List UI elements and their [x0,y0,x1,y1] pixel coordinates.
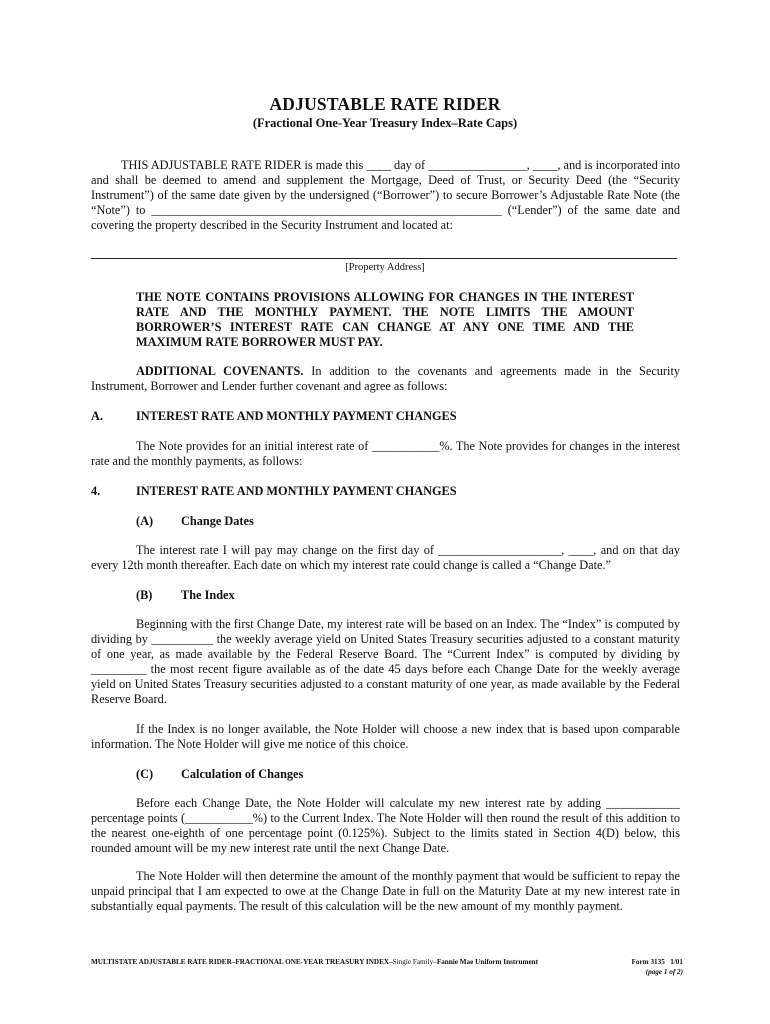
sub-c-text-2: The Note Holder will then determine the amount of the monthly payment that would be sufficient to repay the unpaid principal that I am expected to owe at the Change Date in full on the Maturity Date at my new interest rate in substantially equal payments. The result of this calculation will be the new amount of my monthly payment. [91,869,680,913]
property-address-label: [Property Address] [345,262,425,273]
sub-c-letter: (C) [136,767,154,781]
section-4-heading: INTEREST RATE AND MONTHLY PAYMENT CHANGES [136,484,457,498]
sub-b-text-2: If the Index is no longer available, the Note Holder will choose a new index that is based upon comparable information. The Note Holder will give me notice of this choice. [91,722,680,751]
footer-title-normal: Single Family– [392,958,437,966]
sub-a-paragraph [91,543,680,573]
intro-text: THIS ADJUSTABLE RATE RIDER is made this ____ day of ________________, ____, and is incorporated into and shall be deemed to amend and supplement the Mortgage, Deed of Trust, or Security Deed (the “Security Instrument”) of the same date given by the undersigned (“Borrower”) to secure Borrower’s Adjustable Rate Note (the “Note”) to _________________________________________________________ (“Lender”) of the same date and covering the property described in the Security Instrument and located at: [91,158,680,232]
caps-notice: THE NOTE CONTAINS PROVISIONS ALLOWING FOR CHANGES IN THE INTEREST RATE AND THE MONTHLY PAYMENT. THE NOTE LIMITS THE AMOUNT BORROWER’S INTEREST RATE CAN CHANGE AT ANY ONE TIME AND THE MAXIMUM RATE BORROWER MUST PAY. [136,290,634,349]
sub-c-heading: Calculation of Changes [181,767,304,781]
sub-c-paragraph-2 [91,869,680,914]
sub-b-letter: (B) [136,588,153,602]
footer-page-number: (page 1 of 2) [645,968,683,976]
covenants-lead: ADDITIONAL COVENANTS. [136,364,304,378]
sub-a-letter: (A) [136,514,154,528]
section-4-number: 4. [91,484,101,498]
document-subtitle: (Fractional One-Year Treasury Index–Rate Caps) [252,116,518,130]
section-a-heading: INTEREST RATE AND MONTHLY PAYMENT CHANGES [136,409,457,423]
sub-b-paragraph [91,617,680,707]
footer-title-bold-2: Fannie Mae Uniform Instrument [436,958,539,966]
sub-b-text: Beginning with the first Change Date, my interest rate will be based on an Index. The “Index” is computed by dividing by __________ the weekly average yield on United States Treasury securities adjusted to a constant maturity of one year, as made available by the Federal Reserve Board. The “Current Index” is computed by dividing by _________ the most recent figure available as of the date 45 days before each Change Date for the weekly average yield on United States Treasury securities adjusted to a constant maturity of one year, as made available by the Federal Reserve Board. [91,617,680,706]
footer-title-bold: MULTISTATE ADJUSTABLE RATE RIDER–FRACTIONAL ONE-YEAR TREASURY INDEX– [91,958,393,966]
sub-a-heading: Change Dates [181,514,254,528]
covenants-text: In addition to the covenants and agreements made in the Security Instrument, Borrower and Lender further covenant and agree as follows: [91,364,681,393]
document-title: ADJUSTABLE RATE RIDER [269,94,501,114]
sub-c-paragraph [91,796,680,856]
footer-title [91,958,538,966]
section-a-text: The Note provides for an initial interest rate of ___________%. The Note provides for changes in the interest rate and the monthly payments, as follows: [91,439,680,468]
page-footer [91,958,683,976]
footer-form-number: Form 3135 1/01 [631,958,683,966]
intro-paragraph [91,158,680,233]
sub-c-text: Before each Change Date, the Note Holder will calculate my new interest rate by adding ____________ percentage points (___________%) to the Current Index. The Note Holder will then round the result of this addition to the nearest one-eighth of one percentage point (0.125%). Subject to the limits stated in Section 4(D) below, this rounded amount will be my new interest rate until the next Change Date. [91,796,680,855]
sub-b-heading: The Index [181,588,235,602]
sub-b-paragraph-2 [91,722,680,752]
section-a-paragraph [91,439,680,469]
property-address-line [91,258,677,259]
covenants-paragraph [91,364,680,394]
section-a-letter: A. [91,409,103,423]
sub-a-text: The interest rate I will pay may change on the first day of ____________________, ____, and on that day every 12th month thereafter. Each date on which my interest rate could change is called a “Change Date.” [91,543,680,572]
